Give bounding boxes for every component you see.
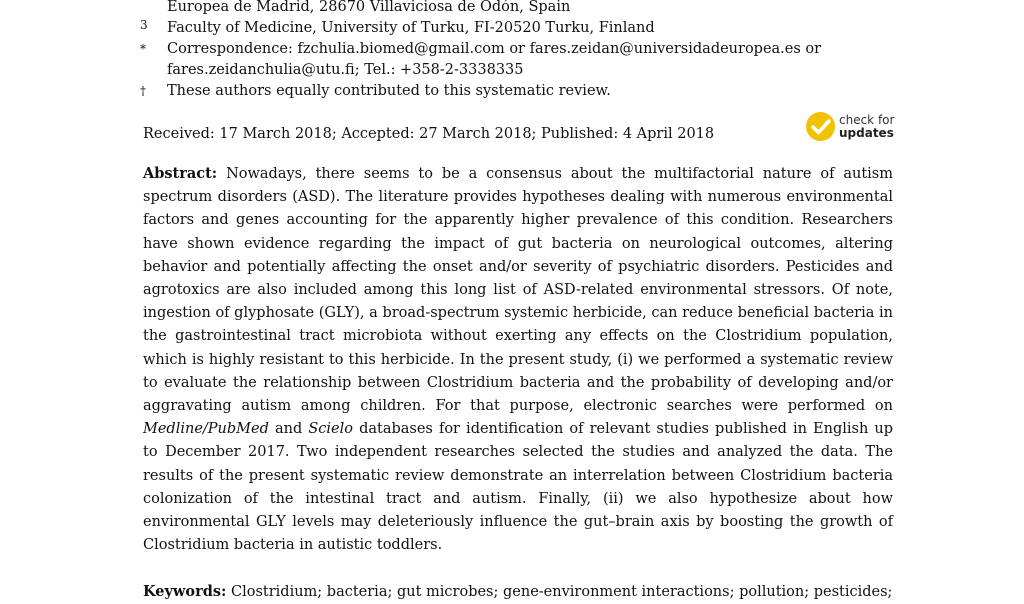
badge-line2: updates [839,126,894,140]
affiliation-text: Correspondence: fzchulia.biomed@gmail.com or fares.zeidan@universidadeuropea.es or [167,41,822,57]
affiliation-text: These authors equally contributed to this systematic review. [167,83,611,99]
database-medline: Medline/PubMed [143,421,269,438]
abstract-text: databases for identification of relevant studies published in English up to December 2017. Two independent researches selected the studies and analyzed the data. The results of the present systematic review demonstrate an interrelation between Clostridium bacteria colonization of the intestinal tract and autism. Finally, (ii) we also hypothesize about how environmental GLY levels may deleteriously influence the gut–brain axis by boosting the growth of Clostridium bacteria in autistic toddlers. [143,421,893,554]
affiliation-mark: * [140,42,146,56]
database-scielo: Scielo [308,421,353,438]
abstract-text: and [268,421,309,438]
affiliation-text: Faculty of Medicine, University of Turku, FI-20520 Turku, Finland [167,20,655,36]
check-for-updates-badge[interactable] [806,111,901,143]
keywords-line [143,580,893,604]
affiliation-text: fares.zeidanchulia@utu.fi; Tel.: +358-2-3338335 [167,62,524,78]
affiliation-mark: 3 [140,18,148,32]
abstract-label: Abstract: [143,165,218,182]
check-updates-icon [806,112,835,141]
affiliation-mark: † [140,84,146,98]
affiliation-text: Europea de Madrid, 28670 Villaviciosa de Odón, Spain [167,0,571,15]
badge-line1: check for [839,113,895,127]
publication-dates: Received: 17 March 2018; Accepted: 27 March 2018; Published: 4 April 2018 [143,126,715,142]
keywords-label: Keywords: [143,583,227,600]
abstract-paragraph [143,162,893,557]
abstract-text: Nowadays, there seems to be a consensus about the multifactorial nature of autism spectrum disorders (ASD). The literature provides hypotheses dealing with numerous environmental factors and genes accounting for the apparently higher prevalence of this condition. Researchers have shown evidence regarding the impact of gut bacteria on neurological outcomes, altering behavior and potentially affecting the onset and/or severity of psychiatric disorders. Pesticides and agrotoxics are also included among this long list of ASD-related environmental stressors. Of note, ingestion of glyphosate (GLY), a broad-spectrum systemic herbicide, can reduce beneficial bacteria in the gastrointestinal tract microbiota without exerting any effects on the Clostridium population, which is highly resistant to this herbicide. In the present study, (i) we performed a systematic review to evaluate the relationship between Clostridium bacteria and the probability of developing and/or aggravating autism among children. For that purpose, electronic searches were performed on [143,166,893,415]
keywords-text: Clostridium; bacteria; gut microbes; gene-environment interactions; pollution; pesticides; [226,584,893,600]
